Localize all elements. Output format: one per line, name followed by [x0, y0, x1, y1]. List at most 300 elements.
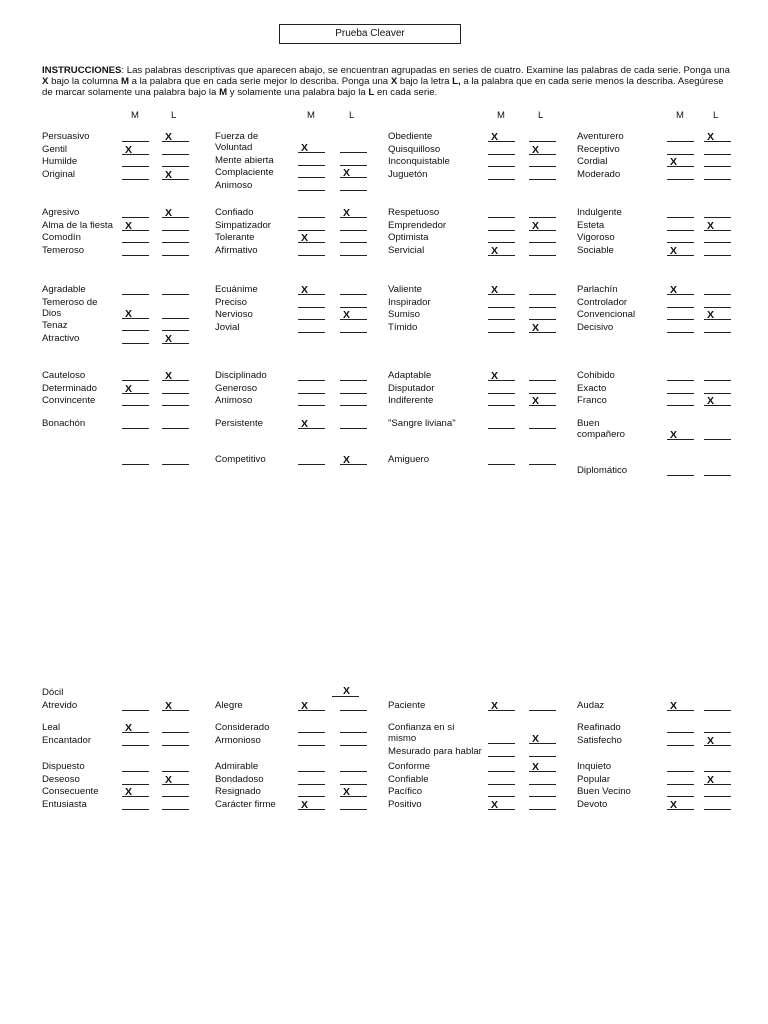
- answer-mark-l: X: [532, 143, 540, 156]
- answer-mark-m: X: [670, 244, 678, 257]
- trait-word: Cauteloso: [42, 370, 86, 381]
- answer-blank-l[interactable]: [162, 455, 189, 465]
- trait-word: Considerado: [215, 722, 270, 733]
- answer-blank-l[interactable]: [529, 384, 556, 394]
- instructions-x: X: [42, 76, 49, 87]
- answer-blank-m[interactable]: [298, 156, 325, 166]
- trait-word: Buen compañero: [577, 417, 625, 440]
- answer-blank-m[interactable]: [122, 800, 149, 810]
- answer-blank-l[interactable]: [162, 736, 189, 746]
- trait-word: Preciso: [215, 296, 247, 308]
- trait-word: Humilde: [42, 156, 78, 167]
- trait-word: Cordial: [577, 156, 608, 167]
- trait-word: Convincente: [42, 395, 96, 406]
- trait-word: "Sangre liviana": [388, 417, 456, 429]
- answer-blank-m[interactable]: [667, 233, 694, 243]
- answer-blank-m[interactable]: [488, 221, 515, 231]
- trait-word: Nervioso: [215, 309, 253, 320]
- answer-blank-l[interactable]: [704, 157, 731, 167]
- answer-blank-l[interactable]: [340, 285, 367, 295]
- answer-blank-l[interactable]: [704, 466, 731, 476]
- answer-blank-l[interactable]: [340, 384, 367, 394]
- answer-mark-l: X: [532, 219, 540, 232]
- answer-blank-l[interactable]: [340, 762, 367, 772]
- answer-blank-m[interactable]: [122, 246, 149, 256]
- answer-blank-l[interactable]: [704, 787, 731, 797]
- answer-blank-l[interactable]: [162, 246, 189, 256]
- trait-word: Admirable: [215, 761, 259, 772]
- answer-mark-m: X: [125, 786, 133, 798]
- answer-blank-m[interactable]: [667, 396, 694, 406]
- trait-word: Bondadoso: [215, 773, 264, 785]
- trait-word: Optimista: [388, 232, 429, 243]
- answer-blank-l[interactable]: [162, 787, 189, 797]
- column-header-l: L: [171, 110, 177, 121]
- answer-blank-m[interactable]: [667, 298, 694, 308]
- trait-word: Servicial: [388, 244, 425, 256]
- answer-blank-m[interactable]: [667, 170, 694, 180]
- answer-blank-m[interactable]: [122, 321, 149, 331]
- answer-mark-m: X: [670, 699, 678, 712]
- trait-word: Exacto: [577, 382, 607, 394]
- trait-word: Adaptable: [388, 370, 432, 381]
- trait-word: Tímido: [388, 321, 418, 333]
- answer-blank-l[interactable]: [529, 419, 556, 429]
- answer-blank-l[interactable]: [704, 233, 731, 243]
- trait-word: Diplomático: [577, 465, 628, 476]
- trait-word: Disciplinado: [215, 370, 267, 381]
- answer-mark-m: X: [670, 798, 678, 811]
- answer-blank-l[interactable]: [162, 145, 189, 155]
- trait-word: Satisfecho: [577, 734, 622, 746]
- answer-mark-m: X: [125, 382, 133, 395]
- answer-mark-m: X: [301, 699, 309, 712]
- answer-blank-m[interactable]: [667, 723, 694, 733]
- answer-blank-m[interactable]: [298, 455, 325, 465]
- answer-mark-m: X: [491, 699, 499, 712]
- answer-blank-l[interactable]: [529, 298, 556, 308]
- trait-word: Agradable: [42, 284, 86, 295]
- answer-blank-l[interactable]: [529, 775, 556, 785]
- column-header-l: L: [349, 110, 355, 121]
- answer-mark-m: X: [301, 417, 309, 430]
- column-header-l: L: [713, 110, 719, 121]
- trait-word: Generoso: [215, 382, 258, 394]
- answer-blank-m[interactable]: [298, 221, 325, 231]
- answer-blank-m[interactable]: [667, 310, 694, 320]
- answer-mark-l: X: [343, 167, 351, 179]
- answer-blank-m[interactable]: [488, 170, 515, 180]
- trait-word: Franco: [577, 395, 607, 406]
- answer-blank-m[interactable]: [122, 233, 149, 243]
- trait-word: Temeroso de Dios: [42, 296, 98, 319]
- trait-word: Comodín: [42, 232, 81, 243]
- page-title: Prueba Cleaver: [279, 24, 461, 44]
- answer-blank-l[interactable]: [704, 208, 731, 218]
- answer-blank-m[interactable]: [488, 298, 515, 308]
- trait-word: Animoso: [215, 179, 253, 191]
- answer-blank-l[interactable]: [340, 323, 367, 333]
- answer-mark-l: X: [165, 332, 173, 345]
- answer-blank-l[interactable]: [340, 371, 367, 381]
- answer-blank-m[interactable]: [488, 310, 515, 320]
- trait-word: Deseoso: [42, 773, 80, 785]
- trait-word: Alegre: [215, 699, 243, 711]
- instructions-text: bajo la letra: [397, 76, 453, 87]
- answer-blank-l[interactable]: [704, 384, 731, 394]
- trait-word: Respetuoso: [388, 207, 440, 218]
- trait-word: Sumiso: [388, 309, 420, 320]
- answer-mark-m: X: [301, 142, 309, 154]
- answer-mark-l: X: [532, 321, 540, 334]
- answer-blank-l[interactable]: [704, 145, 731, 155]
- answer-blank-m[interactable]: [667, 371, 694, 381]
- trait-word: Temeroso: [42, 244, 85, 256]
- answer-mark-m: X: [125, 722, 133, 734]
- answer-blank-m[interactable]: [122, 419, 149, 429]
- answer-blank-l[interactable]: [529, 455, 556, 465]
- answer-blank-l[interactable]: [529, 246, 556, 256]
- answer-mark-l: X: [343, 309, 351, 321]
- answer-blank-m[interactable]: [667, 208, 694, 218]
- answer-blank-l[interactable]: [340, 701, 367, 711]
- answer-mark-m: X: [301, 798, 309, 811]
- answer-blank-l[interactable]: [162, 309, 189, 319]
- answer-blank-m[interactable]: [122, 208, 149, 218]
- answer-blank-l[interactable]: [704, 701, 731, 711]
- answer-blank-l[interactable]: [529, 132, 556, 142]
- trait-word: Tenaz: [42, 320, 68, 331]
- answer-blank-l[interactable]: [529, 800, 556, 810]
- answer-mark-m: X: [125, 307, 133, 320]
- answer-mark-l: X: [707, 773, 715, 786]
- answer-blank-l[interactable]: [529, 285, 556, 295]
- trait-word: Inspirador: [388, 296, 431, 308]
- trait-word: Vigoroso: [577, 232, 615, 243]
- trait-word: Jovial: [215, 321, 240, 333]
- answer-blank-m[interactable]: [298, 371, 325, 381]
- trait-word: Confiable: [388, 773, 429, 785]
- answer-blank-m[interactable]: [488, 747, 515, 757]
- trait-word: Convencional: [577, 309, 636, 320]
- trait-word: Atrevido: [42, 699, 78, 711]
- trait-word: Reafinado: [577, 722, 621, 733]
- answer-blank-l[interactable]: [162, 221, 189, 231]
- trait-word: Resignado: [215, 786, 261, 797]
- answer-blank-m[interactable]: [667, 466, 694, 476]
- answer-blank-l[interactable]: [340, 298, 367, 308]
- answer-blank-m[interactable]: [667, 221, 694, 231]
- trait-word: Confiado: [215, 207, 254, 218]
- answer-blank-l[interactable]: [704, 298, 731, 308]
- answer-blank-m[interactable]: [488, 145, 515, 155]
- answer-blank-m[interactable]: [667, 132, 694, 142]
- answer-blank-m[interactable]: [298, 723, 325, 733]
- answer-blank-m[interactable]: [488, 233, 515, 243]
- answer-blank-l[interactable]: [340, 419, 367, 429]
- answer-blank-m[interactable]: [488, 323, 515, 333]
- answer-mark-l: X: [532, 395, 540, 407]
- answer-mark-m: X: [670, 284, 678, 296]
- trait-word: Determinado: [42, 382, 97, 394]
- trait-word: Mente abierta: [215, 154, 274, 166]
- answer-mark-m: X: [491, 798, 499, 811]
- instructions-l: L,: [452, 76, 461, 87]
- trait-word: Agresivo: [42, 207, 80, 218]
- answer-mark-l: X: [707, 219, 715, 232]
- answer-mark-l: X: [165, 207, 173, 219]
- trait-word: Gentil: [42, 143, 68, 155]
- trait-word: Ecuánime: [215, 284, 258, 295]
- answer-blank-m[interactable]: [667, 384, 694, 394]
- answer-mark-m: X: [125, 143, 133, 156]
- answer-blank-l[interactable]: [704, 762, 731, 772]
- answer-blank-m[interactable]: [122, 775, 149, 785]
- trait-word: Inconquistable: [388, 156, 450, 167]
- answer-blank-l[interactable]: [704, 723, 731, 733]
- answer-mark-l: X: [707, 734, 715, 747]
- answer-blank-m[interactable]: [488, 157, 515, 167]
- answer-blank-l[interactable]: [529, 310, 556, 320]
- answer-blank-m[interactable]: [667, 762, 694, 772]
- answer-blank-l[interactable]: [340, 181, 367, 191]
- instructions-text: y solamente una palabra bajo la: [227, 87, 369, 98]
- answer-blank-l[interactable]: [529, 747, 556, 757]
- answer-blank-l[interactable]: [340, 246, 367, 256]
- answer-blank-m[interactable]: [488, 762, 515, 772]
- answer-blank-l[interactable]: [340, 221, 367, 231]
- trait-word: Conforme: [388, 761, 431, 772]
- answer-blank-l[interactable]: [529, 701, 556, 711]
- instructions-m: M: [219, 87, 228, 98]
- answer-blank-l[interactable]: [340, 396, 367, 406]
- answer-blank-l[interactable]: [162, 800, 189, 810]
- trait-word: Competitivo: [215, 454, 266, 465]
- trait-word: Persistente: [215, 417, 263, 429]
- answer-blank-m[interactable]: [667, 145, 694, 155]
- answer-blank-l[interactable]: [529, 371, 556, 381]
- trait-word: Simpatizador: [215, 219, 271, 231]
- answer-blank-m[interactable]: [122, 736, 149, 746]
- trait-word: Atractivo: [42, 332, 80, 344]
- trait-word: Receptivo: [577, 143, 620, 155]
- answer-blank-l[interactable]: [162, 762, 189, 772]
- answer-blank-l[interactable]: [340, 800, 367, 810]
- answer-blank-l[interactable]: [162, 285, 189, 295]
- answer-blank-l[interactable]: [340, 233, 367, 243]
- answer-blank-l[interactable]: [529, 787, 556, 797]
- answer-mark-m: X: [301, 284, 309, 296]
- answer-blank-m[interactable]: [298, 246, 325, 256]
- trait-word: Persuasivo: [42, 131, 90, 142]
- trait-word: Positivo: [388, 798, 422, 810]
- trait-word: Decisivo: [577, 321, 614, 333]
- answer-mark-l: X: [343, 786, 351, 798]
- trait-word: Encantador: [42, 734, 92, 746]
- answer-blank-m[interactable]: [122, 170, 149, 180]
- answer-blank-m[interactable]: [298, 775, 325, 785]
- trait-word: Juguetón: [388, 168, 428, 180]
- column-header-m: M: [497, 110, 505, 121]
- answer-mark-l: X: [165, 773, 173, 786]
- instructions-text: bajo la columna: [48, 76, 121, 87]
- answer-blank-m[interactable]: [488, 396, 515, 406]
- answer-blank-m[interactable]: [488, 734, 515, 744]
- trait-word: Esteta: [577, 219, 605, 231]
- trait-word: Tolerante: [215, 232, 255, 243]
- trait-word: Sociable: [577, 244, 614, 256]
- answer-blank-m[interactable]: [122, 396, 149, 406]
- trait-word: Confianza en sí mismo: [388, 722, 455, 744]
- answer-blank-m[interactable]: [488, 384, 515, 394]
- answer-blank-l[interactable]: [704, 430, 731, 440]
- answer-blank-m[interactable]: [488, 208, 515, 218]
- answer-blank-m[interactable]: [667, 787, 694, 797]
- answer-blank-l[interactable]: [162, 419, 189, 429]
- answer-blank-l[interactable]: [340, 775, 367, 785]
- answer-blank-m[interactable]: [667, 775, 694, 785]
- answer-blank-m[interactable]: [122, 334, 149, 344]
- answer-blank-l[interactable]: [162, 723, 189, 733]
- answer-blank-m[interactable]: [488, 455, 515, 465]
- answer-blank-m[interactable]: [298, 384, 325, 394]
- answer-blank-m[interactable]: [667, 736, 694, 746]
- answer-blank-m[interactable]: [298, 208, 325, 218]
- trait-word: Consecuente: [42, 786, 99, 797]
- answer-blank-l[interactable]: [162, 321, 189, 331]
- trait-word: Popular: [577, 773, 611, 785]
- answer-blank-m[interactable]: [298, 787, 325, 797]
- trait-word: Dispuesto: [42, 761, 85, 772]
- trait-word: Parlachín: [577, 284, 618, 295]
- trait-word: Pacífico: [388, 786, 423, 797]
- answer-mark-l: X: [707, 131, 715, 143]
- answer-blank-l[interactable]: [340, 723, 367, 733]
- answer-blank-m[interactable]: [122, 157, 149, 167]
- trait-word: Obediente: [388, 131, 433, 142]
- answer-mark-m: X: [670, 156, 678, 168]
- answer-blank-m[interactable]: [122, 701, 149, 711]
- answer-mark-m: X: [491, 370, 499, 382]
- answer-blank-l[interactable]: [704, 323, 731, 333]
- answer-mark-l: X: [532, 761, 540, 773]
- trait-word: Original: [42, 168, 76, 180]
- instructions-text: a la palabra que en cada serie mejor lo describa. Ponga una: [128, 76, 391, 87]
- instructions-l: L: [368, 87, 375, 98]
- answer-blank-l[interactable]: [340, 736, 367, 746]
- instructions-text: : Las palabras descriptivas que aparecen abajo, se encuentran agrupadas en series de cuatro. Examine las palabras de cada serie. Ponga una: [121, 65, 730, 76]
- answer-blank-m[interactable]: [122, 455, 149, 465]
- answer-blank-l[interactable]: [704, 371, 731, 381]
- trait-word: Aventurero: [577, 131, 624, 142]
- trait-word: Armonioso: [215, 734, 261, 746]
- answer-mark-m: X: [125, 219, 133, 232]
- answer-blank-m[interactable]: [298, 736, 325, 746]
- answer-blank-l[interactable]: [529, 157, 556, 167]
- instructions-m: M: [120, 76, 129, 87]
- answer-blank-m[interactable]: [122, 371, 149, 381]
- answer-blank-m[interactable]: [488, 775, 515, 785]
- answer-blank-m[interactable]: [298, 168, 325, 178]
- answer-blank-l[interactable]: [704, 800, 731, 810]
- answer-mark-l: X: [165, 699, 173, 712]
- column-header-m: M: [307, 110, 315, 121]
- trait-word: Buen Vecino: [577, 786, 631, 797]
- answer-blank-l[interactable]: [162, 233, 189, 243]
- trait-word: Emprendedor: [388, 219, 447, 231]
- answer-blank-l[interactable]: [162, 157, 189, 167]
- answer-blank-l[interactable]: [529, 233, 556, 243]
- trait-word: Inquieto: [577, 761, 612, 772]
- column-header-l: L: [538, 110, 544, 121]
- answer-blank-l[interactable]: [529, 208, 556, 218]
- trait-word: Audaz: [577, 699, 605, 711]
- answer-blank-m[interactable]: [298, 396, 325, 406]
- trait-word: Paciente: [388, 699, 426, 711]
- answer-blank-l[interactable]: [704, 246, 731, 256]
- column-header-m: M: [676, 110, 684, 121]
- answer-blank-m[interactable]: [667, 323, 694, 333]
- answer-mark-m: X: [491, 284, 499, 296]
- answer-blank-l[interactable]: [340, 143, 367, 153]
- instructions-text: en cada serie.: [374, 87, 438, 98]
- answer-blank-m[interactable]: [122, 132, 149, 142]
- trait-word: Entusiasta: [42, 798, 87, 810]
- answer-mark-l: X: [343, 207, 351, 219]
- trait-word: Amiguero: [388, 454, 430, 465]
- answer-blank-m[interactable]: [488, 419, 515, 429]
- answer-blank-l[interactable]: [162, 384, 189, 394]
- answer-mark-l: X: [165, 370, 173, 382]
- answer-blank-m[interactable]: [298, 298, 325, 308]
- answer-blank-l[interactable]: [704, 285, 731, 295]
- answer-mark-m: X: [491, 244, 499, 257]
- column-header-m: M: [131, 110, 139, 121]
- trait-word: Valiente: [388, 284, 422, 295]
- answer-blank-m[interactable]: [298, 310, 325, 320]
- answer-mark-l: X: [707, 395, 715, 407]
- answer-blank-m[interactable]: [488, 787, 515, 797]
- answer-mark-l: X: [343, 454, 351, 466]
- answer-blank-m[interactable]: [298, 181, 325, 191]
- answer-blank-l[interactable]: [529, 170, 556, 180]
- instructions-x: X: [390, 76, 398, 87]
- trait-word: Cohibido: [577, 370, 615, 381]
- answer-mark-l: X: [707, 309, 715, 321]
- trait-word: Carácter firme: [215, 798, 276, 810]
- answer-mark-l: X: [165, 131, 173, 143]
- answer-blank-m[interactable]: [122, 762, 149, 772]
- answer-mark-m: X: [491, 131, 499, 143]
- instructions-label: INSTRUCCIONES: [42, 65, 122, 76]
- trait-word: Animoso: [215, 395, 253, 406]
- answer-mark-l: X: [165, 168, 173, 181]
- answer-blank-l[interactable]: [162, 396, 189, 406]
- trait-word: Disputador: [388, 382, 435, 394]
- answer-blank-m[interactable]: [122, 285, 149, 295]
- trait-word: Alma de la fiesta: [42, 219, 113, 231]
- trait-word: Quisquilloso: [388, 143, 441, 155]
- trait-word: Dócil: [42, 687, 64, 698]
- answer-blank-m[interactable]: [298, 323, 325, 333]
- trait-word: Mesurado para hablar: [388, 745, 482, 757]
- answer-blank-l[interactable]: [340, 156, 367, 166]
- answer-blank-m[interactable]: [298, 762, 325, 772]
- answer-blank-l[interactable]: [704, 170, 731, 180]
- trait-word: Controlador: [577, 296, 628, 308]
- answer-mark-m: X: [670, 428, 678, 441]
- trait-word: Indiferente: [388, 395, 434, 406]
